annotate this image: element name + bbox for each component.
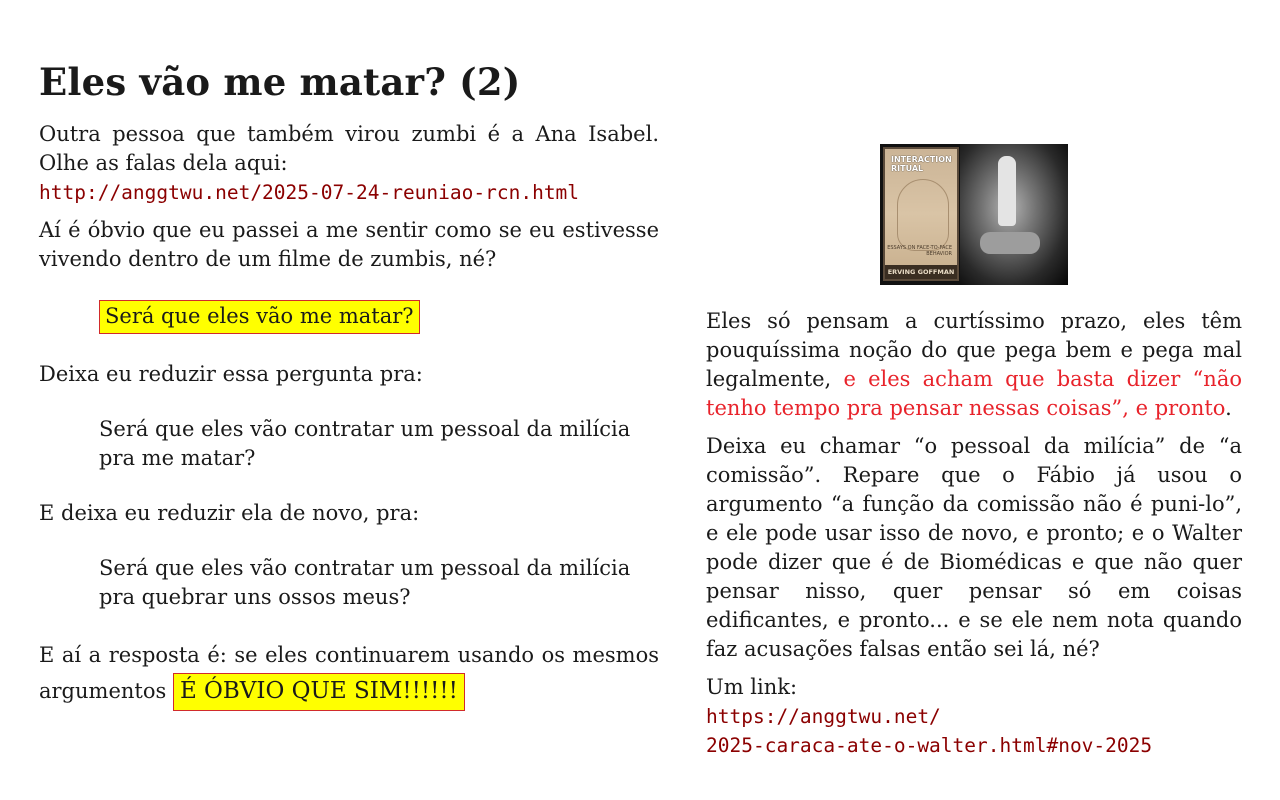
question-box-wrapper (99, 300, 659, 334)
interaction-ritual-book (883, 147, 959, 281)
page-title: Eles vão me matar? (2) (39, 60, 521, 104)
paragraph-answer-text: E aí a resposta é: se eles continuarem usando os mesmos argumentos (39, 643, 659, 703)
paragraph-reduce-again: E deixa eu reduzir ela de novo, pra: (39, 501, 420, 525)
zombie-film-still (960, 144, 1068, 285)
paragraph-um-link (706, 673, 1242, 760)
highlighted-question: Será que eles vão me matar? (99, 300, 420, 334)
book-title: INTERACTION RITUAL (891, 155, 952, 173)
book-author: ERVING GOFFMAN (885, 265, 957, 279)
question-militia-kill-line2: pra me matar? (99, 446, 256, 470)
highlighted-answer: É ÓBVIO QUE SIM!!!!!! (173, 673, 465, 711)
paragraph-short-term-end: . (1225, 396, 1232, 420)
question-militia-kill-line1: Será que eles vão contratar um pessoal da milícia (99, 417, 631, 441)
question-militia-bones (99, 554, 659, 612)
right-column (706, 144, 1242, 760)
paragraph-short-term (706, 307, 1242, 423)
book-cover-image (880, 144, 1068, 285)
red-emphasis-text: e eles acham que basta dizer “não tenho tempo pra pensar nessas coisas”, e pronto (706, 367, 1242, 420)
paragraph-short-term-text: Eles só pensam a curtíssimo prazo, eles têm pouquíssima noção do que pega bem e pega mal legalmente, (706, 309, 1242, 391)
walter-link-line2[interactable]: 2025-caraca-ate-o-walter.html#nov-2025 (706, 734, 1153, 757)
paragraph-ana-isabel (39, 120, 659, 207)
question-militia-kill (99, 415, 659, 473)
face-profile-illustration (897, 179, 949, 251)
um-link-label: Um link: (706, 675, 798, 699)
standing-figure (998, 156, 1016, 226)
walter-link-line1[interactable]: https://anggtwu.net/ (706, 705, 941, 728)
lying-figure (980, 232, 1040, 254)
book-subtitle: ESSAYS ON FACE-TO-FACE BEHAVIOR (887, 245, 952, 257)
paragraph-comissao: Deixa eu chamar “o pessoal da milícia” de “a comissão”. Repare que o Fábio já usou o argumento “a função da comissão não é puni-lo”, e ele pode usar isso de novo, e pronto; e o Walter pode dizer que é de Biomédicas e que não quer pensar nisso, quer pensar só em coisas edificantes, e pronto... e se ele nem nota quando faz acusações falsas então sei lá, né? (706, 434, 1242, 661)
paragraph-answer (39, 638, 659, 711)
left-column (39, 58, 659, 711)
paragraph-ana-isabel-text: Outra pessoa que também virou zumbi é a Ana Isabel. Olhe as falas dela aqui: (39, 122, 659, 175)
question-militia-bones-line2: pra quebrar uns ossos meus? (99, 585, 411, 609)
question-militia-bones-line1: Será que eles vão contratar um pessoal da milícia (99, 556, 631, 580)
paragraph-zombie-film: Aí é óbvio que eu passei a me sentir como se eu estivesse vivendo dentro de um filme de zumbis, né? (39, 218, 659, 271)
paragraph-reduce-question: Deixa eu reduzir essa pergunta pra: (39, 362, 423, 386)
reuniao-rcn-link[interactable]: http://anggtwu.net/2025-07-24-reuniao-rcn.html (39, 181, 580, 204)
